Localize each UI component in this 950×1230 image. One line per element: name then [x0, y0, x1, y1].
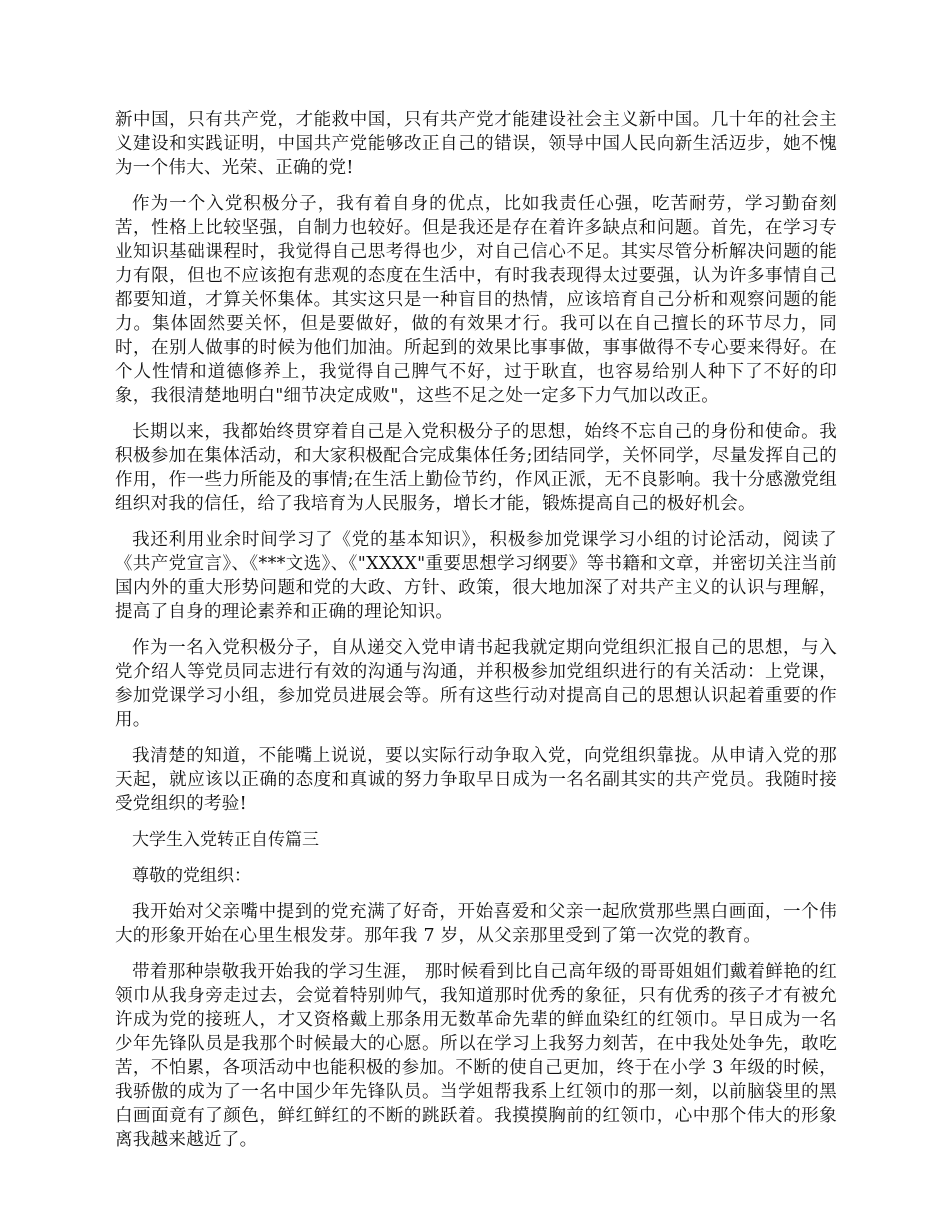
salutation: 尊敬的党组织： — [132, 866, 251, 886]
document-body — [115, 108, 837, 1164]
paragraph-childhood: 我开始对父亲嘴中提到的党充满了好奇，开始喜爱和父亲一起欣赏那些黑白画面，一个伟大的形象开始在心里生根发芽。那年我 7 岁，从父亲那里受到了第一次党的教育。 — [115, 902, 837, 946]
paragraph-theory-study: 我还利用业余时间学习了《党的基本知识》，积极参加党课学习小组的讨论活动，阅读了《共产党宣言》、《***文选》、《"XXXX"重要思想学习纲要》等书籍和文章，并密切关注当前国内外的重大形势问题和党的大政、方针、政策，很大地加深了对共产主义的认识与理解，提高了自身的理论素养和正确的理论知识。 — [115, 530, 837, 622]
paragraph-resolution: 我清楚的知道，不能嘴上说说，要以实际行动争取入党，向党组织靠拢。从申请入党的那天起，就应该以正确的态度和真诚的努力争取早日成为一名名副其实的共产党员。我随时接受党组织的考验! — [115, 746, 837, 814]
section-title: 大学生入党转正自传篇三 — [132, 830, 319, 850]
paragraph-young-pioneer: 带着那种崇敬我开始我的学习生涯， 那时候看到比自己高年级的哥哥姐姐们戴着鲜艳的红领巾从我身旁走过去，会觉着特别帅气，我知道那时优秀的象征，只有优秀的孩子才有被允许成为党的接班人，才又资格戴上那条用无数革命先辈的鲜血染红的红领巾。早日成为一名少年先锋队员是我那个时候最大的心愿。所以在学习上我努力刻苦，在中我处处争先，敢吃苦，不怕累，各项活动中也能积极的参加。不断的使自己更加，终于在小学 3 年级的时候，我骄傲的成为了一名中国少年先锋队员。当学姐帮我系上红领巾的那一刻，以前脑袋里的黑白画面竟有了颜色，鲜红鲜红的不断的跳跃着。我摸摸胸前的红领巾，心中那个伟大的形象离我越来越近了。 — [115, 962, 837, 1150]
paragraph-reporting: 作为一名入党积极分子，自从递交入党申请书起我就定期向党组织汇报自己的思想，与入党介绍人等党员同志进行有效的沟通与沟通，并积极参加党组织进行的有关活动：上党课，参加党课学习小组，参加党员进展会等。所有这些行动对提高自己的思想认识起着重要的作用。 — [115, 638, 837, 730]
paragraph-long-term-commitment: 长期以来，我都始终贯穿着自己是入党积极分子的思想，始终不忘自己的身份和使命。我积极参加在集体活动，和大家积极配合完成集体任务;团结同学，关怀同学，尽量发挥自己的作用，作一些力所能及的事情;在生活上勤俭节约，作风正派，无不良影响。我十分感激党组 组织对我的信任，给了我培育为人民服务，增长才能，锻炼提高自己的极好机会。 — [115, 422, 837, 514]
paragraph-self-assessment: 作为一个入党积极分子，我有着自身的优点，比如我责任心强，吃苦耐劳，学习勤奋刻苦，性格上比较坚强，自制力也较好。但是我还是存在着许多缺点和问题。首先，在学习专业知识基础课程时，我觉得自己思考得也少，对自己信心不足。其实尽管分析解决问题的能力有限，但也不应该抱有悲观的态度在生活中，有时我表现得太过要强，认为许多事情自己都要知道，才算关怀集体。其实这只是一种盲目的热情，应该培育自己分析和观察问题的能力。集体固然要关怀，但是要做好，做的有效果才行。我可以在自己擅长的环节尽力，同时，在别人做事的时候为他们加油。所起到的效果比事事做，事事做得不专心要来得好。在个人性情和道德修养上，我觉得自己脾气不好，过于耿直，也容易给别人种下了不好的印象，我很清楚地明白"细节决定成败"，这些不足之处一定多下力气加以改正。 — [115, 194, 837, 406]
paragraph-intro-continuation: 新中国，只有共产党，才能救中国，只有共产党才能建设社会主义新中国。几十年的社会主义建设和实践证明，中国共产党能够改正自己的错误，领导中国人民向新生活迈步，她不愧为一个伟大、光荣、正确的党! — [115, 110, 837, 178]
